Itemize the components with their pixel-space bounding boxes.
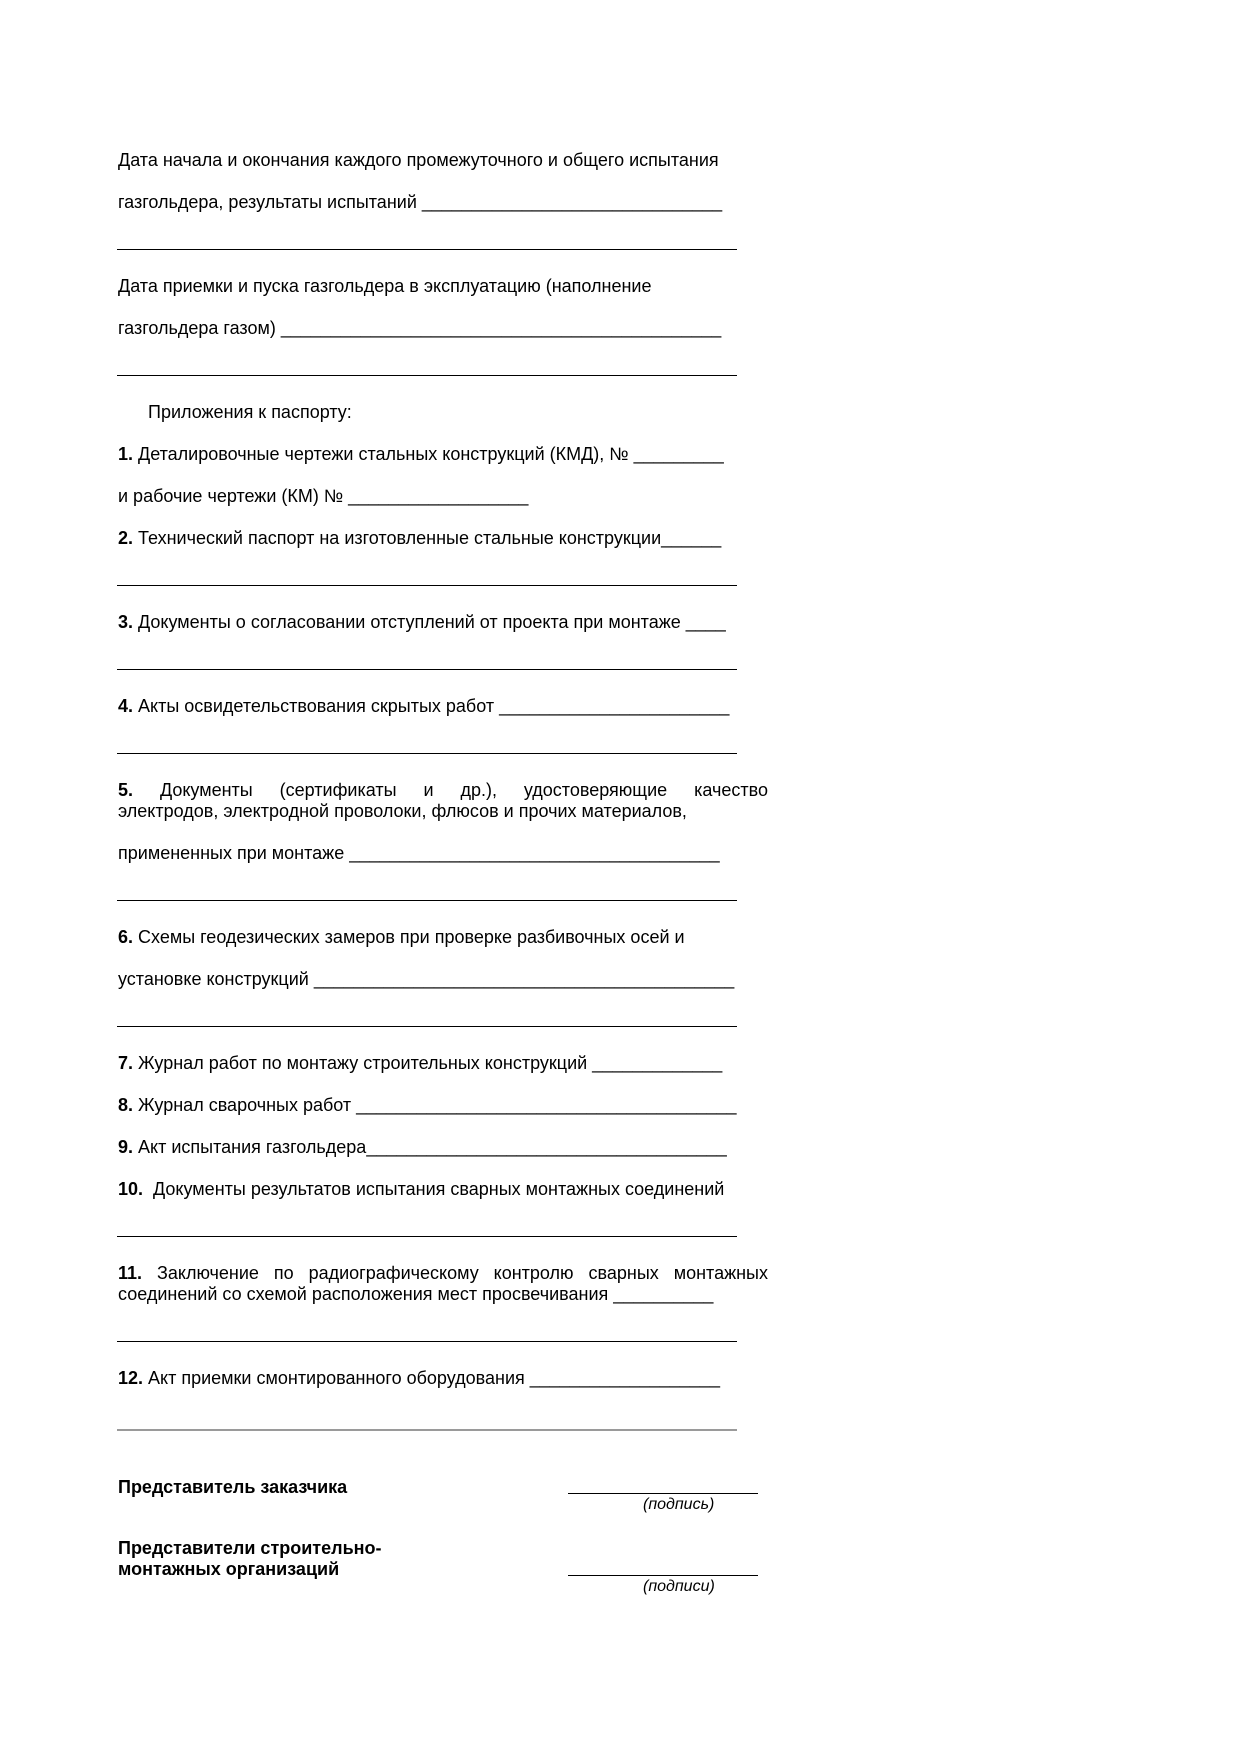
- item-text: Журнал сварочных работ ______________________________________: [133, 1095, 737, 1115]
- item-number: 6.: [118, 927, 134, 947]
- item-number: 3.: [118, 612, 134, 632]
- blank-fill-line: [117, 585, 737, 586]
- blank-fill-line: [117, 375, 737, 376]
- item-text: Деталировочные чертежи стальных конструкций (КМД), № _________: [133, 444, 724, 464]
- appendix-item-8: [118, 1094, 737, 1116]
- blank-fill-line: [117, 1341, 737, 1342]
- item-number: 9.: [118, 1137, 134, 1157]
- item-text: Документы результатов испытания сварных монтажных соединений: [143, 1179, 725, 1199]
- intro-line-1: Дата начала и окончания каждого промежуточного и общего испытания: [118, 150, 719, 170]
- appendix-item-6-cont: установке конструкций __________________________________________: [118, 969, 735, 989]
- item-number: 4.: [118, 696, 134, 716]
- appendix-item-2: [118, 527, 721, 549]
- appendix-item-1: [118, 443, 724, 465]
- item-number: 8.: [118, 1095, 134, 1115]
- item-text: Технический паспорт на изготовленные стальные конструкции______: [133, 528, 722, 548]
- item-number: 7.: [118, 1053, 134, 1073]
- blank-fill-line: [117, 753, 737, 754]
- item-text: Акт испытания газгольдера____________________________________: [133, 1137, 727, 1157]
- intro-line-4: газгольдера газом) ____________________________________________: [118, 318, 722, 338]
- blank-fill-line: [117, 669, 737, 670]
- item-number: 1.: [118, 444, 134, 464]
- appendix-item-9: [118, 1136, 727, 1158]
- intro-line-2: газгольдера, результаты испытаний ______________________________: [118, 192, 723, 212]
- appendix-item-4: [118, 695, 729, 717]
- item-number: 11.: [118, 1263, 143, 1283]
- appendix-item-7: [118, 1052, 722, 1074]
- intro-line-3: Дата приемки и пуска газгольдера в эксплуатацию (наполнение: [118, 276, 652, 296]
- appendix-heading: Приложения к паспорту:: [148, 402, 352, 422]
- item-text: Схемы геодезических замеров при проверке разбивочных осей и: [133, 927, 685, 947]
- signature-caption: (подписи): [643, 1578, 715, 1595]
- item-number: 2.: [118, 528, 134, 548]
- contractor-representatives-label: [118, 1538, 382, 1580]
- blank-fill-line: [117, 1026, 737, 1027]
- item-text: Документы (сертификаты и др.), удостоверяющие качество: [133, 780, 768, 800]
- appendix-item-5-cont: примененных при монтаже _____________________________________: [118, 843, 720, 863]
- item-text: Акт приемки смонтированного оборудования ___________________: [143, 1368, 720, 1388]
- separator-line: [117, 1429, 737, 1431]
- appendix-item-11-line-2: соединений со схемой расположения мест просвечивания __________: [118, 1284, 714, 1304]
- appendix-item-10: [118, 1178, 724, 1200]
- customer-signature-line[interactable]: [568, 1493, 758, 1494]
- signature-caption: (подпись): [643, 1496, 715, 1513]
- appendix-item-5-line-2: электродов, электродной проволоки, флюсов и прочих материалов,: [118, 801, 687, 821]
- appendix-item-5: [118, 779, 768, 801]
- label-line-1: Представители строительно-: [118, 1538, 382, 1558]
- item-text: Документы о согласовании отступлений от проекта при монтаже ____: [133, 612, 726, 632]
- customer-representative-label: Представитель заказчика: [118, 1477, 348, 1497]
- appendix-item-11: [118, 1262, 768, 1284]
- appendix-item-3: [118, 611, 726, 633]
- appendix-item-6: [118, 926, 685, 948]
- item-text: Журнал работ по монтажу строительных конструкций _____________: [133, 1053, 723, 1073]
- blank-fill-line: [117, 1236, 737, 1237]
- label-line-2: монтажных организаций: [118, 1559, 340, 1579]
- contractor-signature-line[interactable]: [568, 1575, 758, 1576]
- item-text: Акты освидетельствования скрытых работ _______________________: [133, 696, 730, 716]
- item-text: Заключение по радиографическому контролю сварных монтажных: [142, 1263, 768, 1283]
- item-number: 5.: [118, 780, 134, 800]
- item-number: 12.: [118, 1368, 144, 1388]
- appendix-item-1-cont: и рабочие чертежи (КМ) № __________________: [118, 486, 529, 506]
- blank-fill-line: [117, 249, 737, 250]
- appendix-item-12: [118, 1367, 720, 1389]
- blank-fill-line: [117, 900, 737, 901]
- item-number: 10.: [118, 1179, 144, 1199]
